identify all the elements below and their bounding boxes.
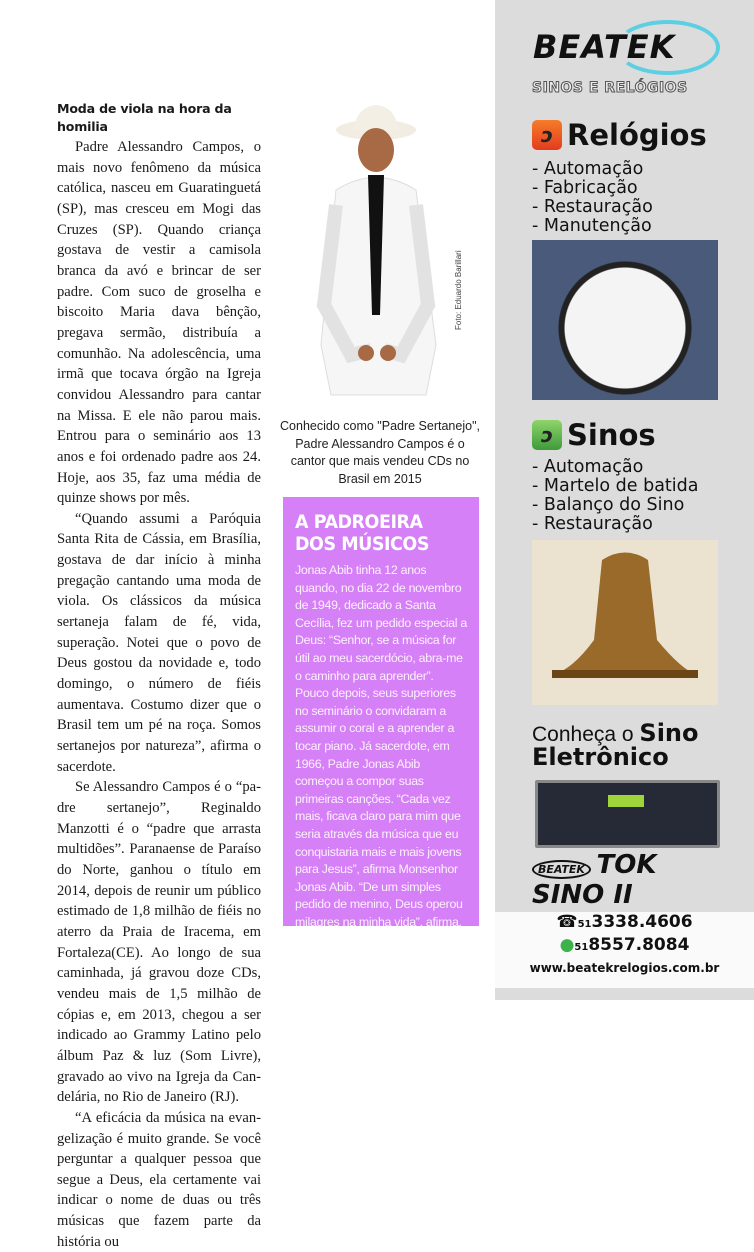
article-paragraph: Se Alessandro Campos é o “padre sertanejo”, Reginaldo Manzotti é o “padre que arrasta multidões”. Paranaense de Paraíso do Norte, ganhou o título em 2014, depois de reunir um público estimado de 1,8 milhão de fiéis no aterro da Praia de Iracema, em Fortaleza(CE). Ao longo de sua caminhada, já gravou doze CDs, vendeu mais de 1,5 milhão de cópias e, em 2013, chegou a ser indicado ao Grammy Latino pelo álbum Paz & luz (Som Livre), gravado ao vivo na Igreja da Candelária, no Rio de Janeiro (RJ). [57, 779, 261, 1106]
brand-tagline: SINOS E RELÓGIOS [532, 80, 688, 96]
sinos-list: - Automação - Martelo de batida - Balanço do Sino - Restauração [532, 457, 699, 534]
sidebar-box [283, 497, 479, 929]
bell-image [532, 540, 718, 705]
promo-headline: Conheça o Sino Eletrônico [532, 719, 699, 771]
beatek-advertisement [495, 0, 754, 1000]
article-paragraph: “Quando assumi a Paróquia Santa Rita de Cássia, em Brasília, gostava de dar início à minha pregação cantando uma moda de viola. Os clássicos da música sertaneja falam de fé, vida, superação. Notei que o povo de Deus gostou da novidade e, todo domingo, o número de fiéis aumentava. Costumo dizer que o Brasil tem um pé na roça. Somos sertanejos por natureza”, afirma o sacerdote. [57, 510, 261, 775]
article-paragraph: Padre Alessandro Campos, o mais novo fenômeno da música católica, nasceu em Guaratinguetá (SP), mas cresceu em Mogi das Cruzes (SP). Quando criança gostava de vestir a camisola branca da avó e brincar de ser padre. Com suco de groselha e biscoito Maria dava bênção, pregava sermão, distribuía a comunhão. Na adolescência, uma irmã que tocava órgão na Igreja convidou Alessandro para cantar na Missa. E ele não parou mais. Entrou para o seminário aos 13 anos e foi ordenado padre aos 24. Hoje, aos 35, faz uma média de quinze shows por mês. [57, 139, 261, 507]
sinos-heading: ↄ Sinos [532, 418, 656, 452]
whatsapp-number[interactable]: ●518557.8084 [559, 935, 690, 955]
article-column [57, 100, 261, 1252]
product-logo: BEATEK TOK SINO II [532, 850, 657, 910]
photo-caption: Conhecido como "Padre Sertanejo", Padre Alessandro Campos é o cantor que mais vendeu CDs no Brasil em 2015 [280, 419, 480, 486]
phone-icon: ☎ [556, 912, 578, 932]
whatsapp-icon: ● [559, 935, 575, 955]
priest-photo [276, 95, 480, 410]
photo-credit: Foto: Eduardo Barillari [454, 250, 463, 330]
article-subheading: Moda de viola na hora da homilia [57, 101, 232, 134]
relogios-list: - Automação - Fabricação - Restauração - Manutenção [532, 159, 653, 236]
contact-block [495, 912, 754, 988]
article-paragraph: “A eficácia da música na evangelização é muito grande. Se você perguntar a qualquer pessoa que segue a Deus, ela certamente vai indicar o nome de duas ou três músicas que fazem parte da história ou [57, 1109, 261, 1250]
box-title: A PADROEIRA DOS MÚSICOS [295, 511, 429, 555]
box-text: Jonas Abib tinha 12 anos quando, no dia 22 de novembro de 1949, dedicado a Santa Cecília, fez um pedido especial a Deus: “Senhor, se a música for útil ao meu sacerdócio, abra-me o caminho para aprender”. Pouco depois, seus superiores no seminário o convidaram a assumir o coral e a aprender a tocar piano. Já sacerdote, em 1966, Padre Jonas Abib começou a compor suas primeiras canções. “Cada vez mais, ficava claro para mim que seria através da música que eu conquistaria mais e mais jovens para Jesus”, afirma Monsenhor Jonas Abib. “De um simples pedido de menino, Deus operou milagres na minha vida”, afirma. [295, 563, 467, 929]
bell-badge-icon: ↄ [532, 420, 562, 450]
sino-device-image [535, 780, 720, 848]
clock-image [532, 240, 718, 400]
phone-number[interactable]: ☎513338.4606 [556, 912, 693, 932]
brand-logo: BEATEK [533, 28, 676, 66]
website-link[interactable]: www.beatekrelogios.com.br [529, 961, 720, 975]
beatek-badge-icon: ↄ [532, 120, 562, 150]
relogios-heading: ↄ Relógios [532, 118, 707, 152]
